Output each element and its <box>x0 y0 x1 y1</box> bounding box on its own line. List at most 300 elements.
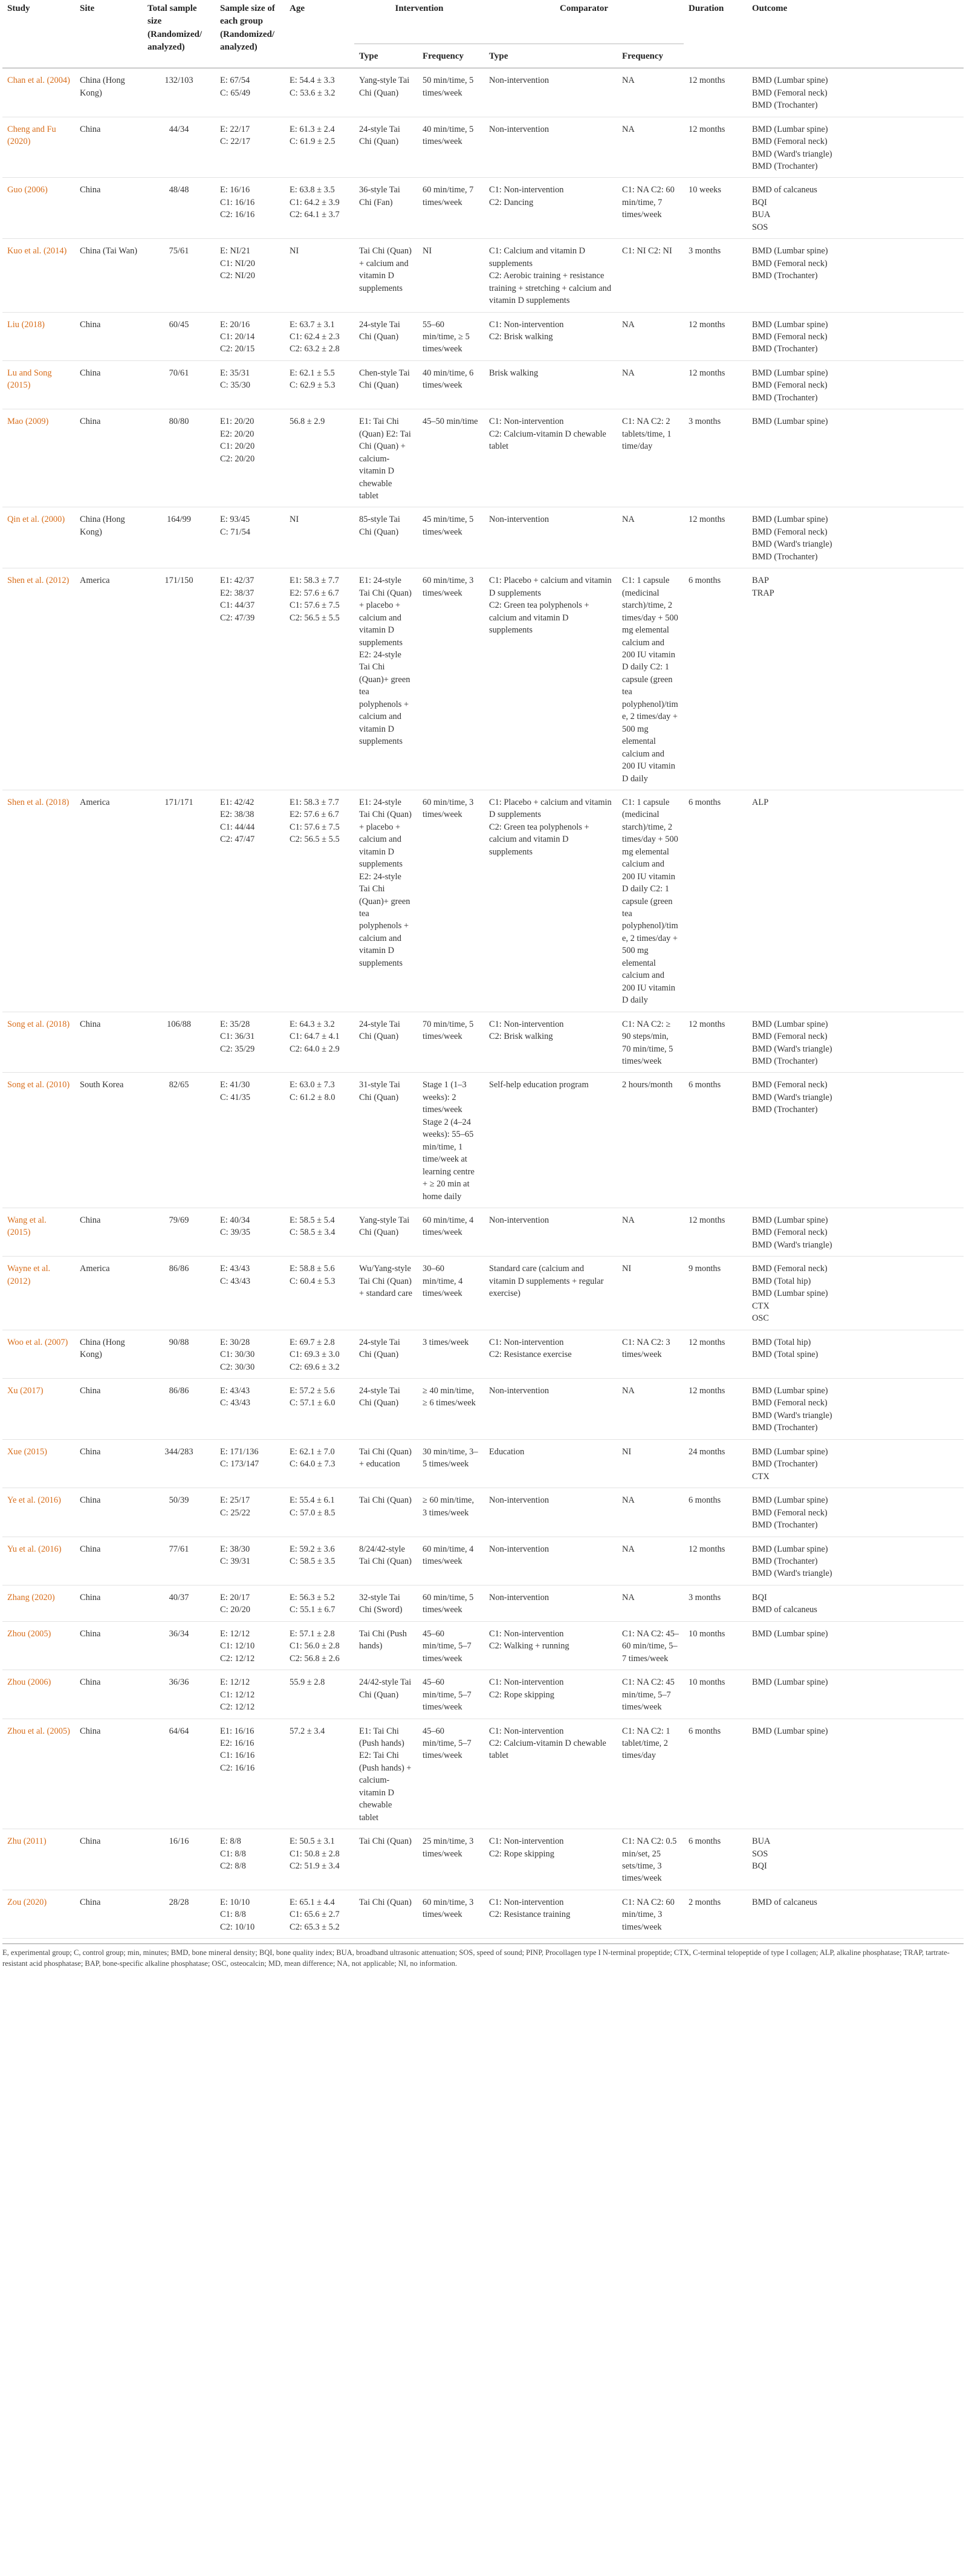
group-sample-cell <box>215 1257 285 1330</box>
outcome-value: BMD (Lumbar spine) <box>752 246 828 256</box>
outcome-value: CTX <box>752 1301 770 1311</box>
outcome-cell <box>747 1890 964 1938</box>
intervention-frequency-cell: 30–60 min/time, 4 times/week <box>418 1257 484 1330</box>
group-sample-cell <box>215 239 285 312</box>
outcome-cell <box>747 178 964 239</box>
intervention-frequency-cell: 60 min/time, 3 times/week <box>418 1890 484 1938</box>
table-row <box>2 1257 964 1330</box>
comparator-type-cell <box>484 1621 617 1670</box>
site-cell: South Korea <box>75 1073 143 1208</box>
age-value: C1: 62.4 ± 2.3 <box>290 332 340 342</box>
comparator-frequency-cell: C1: NA C2: 60 min/time, 3 times/week <box>617 1890 684 1938</box>
study-citation-link[interactable]: Kuo et al. (2014) <box>7 246 67 256</box>
intervention-type-cell: Tai Chi (Quan) <box>354 1890 418 1938</box>
age-value: 55.9 ± 2.8 <box>290 1677 325 1688</box>
comparator-frequency-cell: NA <box>617 507 684 568</box>
intervention-frequency-cell: 55–60 min/time, ≥ 5 times/week <box>418 312 484 360</box>
comparator-frequency-cell: C1: 1 capsule (medicinal starch)/time, 2 times/day + 500 mg elemental calcium and 200 IU vitamin D daily C2: 1 capsule (green tea polyphenol)/time, 2 times/day + 500 mg elemental calcium and 200 IU vitamin D daily <box>617 790 684 1012</box>
intervention-frequency-cell: 45 min/time, 5 times/week <box>418 507 484 568</box>
study-citation-link[interactable]: Zhu (2011) <box>7 1836 47 1847</box>
intervention-frequency-cell: NI <box>418 239 484 312</box>
study-citation-link[interactable]: Song et al. (2010) <box>7 1080 70 1090</box>
age-value: C: 57.0 ± 8.5 <box>290 1508 336 1518</box>
study-citation-link[interactable]: Zhou (2005) <box>7 1628 51 1639</box>
table-row <box>2 68 964 117</box>
study-citation-link[interactable]: Liu (2018) <box>7 319 45 330</box>
total-sample-cell: 77/61 <box>143 1537 215 1585</box>
total-sample-cell: 80/80 <box>143 409 215 507</box>
group-sample-cell <box>215 68 285 117</box>
age-value: E: 62.1 ± 7.0 <box>290 1446 335 1457</box>
outcome-value: BMD (Trochanter) <box>752 1105 818 1115</box>
site-cell: China <box>75 1439 143 1488</box>
outcome-value: BMD (Lumbar spine) <box>752 417 828 427</box>
group-sample-value: E: 43/43 <box>220 1264 250 1274</box>
age-value: C: 60.4 ± 5.3 <box>290 1276 336 1286</box>
group-sample-value: E: NI/21 <box>220 246 250 256</box>
group-sample-cell <box>215 1719 285 1829</box>
group-sample-cell <box>215 1073 285 1208</box>
study-citation-link[interactable]: Zhou (2006) <box>7 1677 51 1688</box>
age-cell <box>285 1670 354 1719</box>
intervention-frequency-cell: ≥ 60 min/time, 3 times/week <box>418 1488 484 1537</box>
age-value: C1: 64.7 ± 4.1 <box>290 1032 340 1042</box>
comparator-type-cell <box>484 1719 617 1829</box>
comparator-type-value: C1: Non-intervention <box>489 417 564 427</box>
total-sample-cell: 79/69 <box>143 1208 215 1257</box>
age-value: C: 53.6 ± 3.2 <box>290 88 336 98</box>
group-sample-value: C: 35/30 <box>220 380 250 391</box>
outcome-value: ALP <box>752 797 769 807</box>
total-sample-cell: 171/150 <box>143 568 215 790</box>
group-sample-value: C: 173/147 <box>220 1459 259 1469</box>
comparator-type-cell <box>484 1488 617 1537</box>
intervention-type-cell: Tai Chi (Quan) <box>354 1829 418 1890</box>
outcome-value: BMD (Trochanter) <box>752 551 818 562</box>
table-row <box>2 409 964 507</box>
outcome-value: BMD (Lumbar spine) <box>752 76 828 86</box>
outcome-value: BMD (Lumbar spine) <box>752 1544 828 1554</box>
intervention-type-cell: Tai Chi (Quan) <box>354 1488 418 1537</box>
intervention-frequency-cell: 30 min/time, 3–5 times/week <box>418 1439 484 1488</box>
outcome-value: BMD (Femoral neck) <box>752 137 828 147</box>
study-citation-link[interactable]: Yu et al. (2016) <box>7 1544 62 1554</box>
study-citation-link[interactable]: Ye et al. (2016) <box>7 1495 61 1506</box>
outcome-cell <box>747 1488 964 1537</box>
study-citation-link[interactable]: Xu (2017) <box>7 1385 44 1396</box>
group-sample-value: C2: 47/47 <box>220 834 255 845</box>
age-value: E2: 57.6 ± 6.7 <box>290 588 339 598</box>
group-sample-value: C2: 20/20 <box>220 454 255 464</box>
age-value: NI <box>290 515 299 525</box>
comparator-type-cell <box>484 1378 617 1439</box>
group-sample-value: E1: 42/37 <box>220 576 254 586</box>
outcome-value: BMD (Total hip) <box>752 1337 811 1347</box>
outcome-value: BMD of calcaneus <box>752 185 817 195</box>
comparator-type-cell <box>484 1257 617 1330</box>
group-sample-value: C2: NI/20 <box>220 271 255 281</box>
site-cell: China <box>75 1208 143 1257</box>
total-sample-cell: 132/103 <box>143 68 215 117</box>
site-cell: China <box>75 117 143 178</box>
intervention-frequency-cell: 60 min/time, 3 times/week <box>418 568 484 790</box>
comparator-type-cell <box>484 1585 617 1621</box>
comparator-type-value: Non-intervention <box>489 1592 549 1602</box>
age-value: C2: 64.1 ± 3.7 <box>290 210 340 220</box>
study-cell <box>2 117 75 178</box>
comparator-type-value: Non-intervention <box>489 1385 549 1396</box>
intervention-type-cell: 85-style Tai Chi (Quan) <box>354 507 418 568</box>
total-sample-cell: 75/61 <box>143 239 215 312</box>
comparator-frequency-cell: NA <box>617 117 684 178</box>
header-intervention-type: Type <box>354 44 418 68</box>
age-value: C: 61.9 ± 2.5 <box>290 137 336 147</box>
group-sample-value: C2: 10/10 <box>220 1922 255 1932</box>
study-cell <box>2 1719 75 1829</box>
group-sample-value: E: 25/17 <box>220 1495 250 1506</box>
outcome-cell <box>747 1621 964 1670</box>
study-citation-link[interactable]: Shen et al. (2018) <box>7 797 70 807</box>
age-cell <box>285 117 354 178</box>
total-sample-cell: 344/283 <box>143 1439 215 1488</box>
outcome-value: BQI <box>752 1861 767 1872</box>
age-cell <box>285 312 354 360</box>
age-cell <box>285 1330 354 1378</box>
table-row <box>2 117 964 178</box>
comparator-type-cell <box>484 1537 617 1585</box>
outcome-value: BMD (Ward's triangle) <box>752 1569 832 1579</box>
age-value: C2: 63.2 ± 2.8 <box>290 344 340 354</box>
outcome-value: BMD (Ward's triangle) <box>752 1410 832 1420</box>
outcome-value: BMD (Femoral neck) <box>752 1264 828 1274</box>
study-citation-link[interactable]: Guo (2006) <box>7 185 48 195</box>
site-cell: China <box>75 1829 143 1890</box>
comparator-type-value: Self-help education program <box>489 1080 589 1090</box>
group-sample-value: E: 38/30 <box>220 1544 250 1554</box>
age-cell <box>285 1537 354 1585</box>
study-citation-link[interactable]: Song et al. (2018) <box>7 1019 70 1029</box>
comparator-frequency-cell: C1: 1 capsule (medicinal starch)/time, 2 times/day + 500 mg elemental calcium and 200 IU vitamin D daily C2: 1 capsule (green tea polyphenol)/time, 2 times/day + 500 mg elemental calcium and 200 IU vitamin D daily <box>617 568 684 790</box>
comparator-type-cell <box>484 1670 617 1719</box>
outcome-value: BMD (Total hip) <box>752 1276 811 1286</box>
comparator-frequency-cell: C1: NA C2: ≥ 90 steps/min, 70 min/time, 5 times/week <box>617 1012 684 1073</box>
outcome-cell <box>747 1585 964 1621</box>
group-sample-value: E: 16/16 <box>220 185 250 195</box>
total-sample-cell: 44/34 <box>143 117 215 178</box>
intervention-frequency-cell: 60 min/time, 7 times/week <box>418 178 484 239</box>
comparator-frequency-cell: NA <box>617 360 684 409</box>
age-value: C2: 56.8 ± 2.6 <box>290 1653 340 1664</box>
intervention-type-cell: Wu/Yang-style Tai Chi (Quan) + standard care <box>354 1257 418 1330</box>
intervention-type-cell: Tai Chi (Quan) + education <box>354 1439 418 1488</box>
study-citation-link[interactable]: Chan et al. (2004) <box>7 76 70 86</box>
duration-cell: 10 weeks <box>684 178 747 239</box>
duration-cell: 12 months <box>684 1208 747 1257</box>
site-cell: China <box>75 409 143 507</box>
duration-cell: 12 months <box>684 312 747 360</box>
study-cell <box>2 239 75 312</box>
outcome-value: BMD (Trochanter) <box>752 271 818 281</box>
study-cell <box>2 1439 75 1488</box>
study-citation-link[interactable]: Mao (2009) <box>7 417 49 427</box>
intervention-frequency-cell: 60 min/time, 4 times/week <box>418 1208 484 1257</box>
age-cell <box>285 790 354 1012</box>
age-value: E: 64.3 ± 3.2 <box>290 1019 335 1029</box>
age-value: C1: 57.6 ± 7.5 <box>290 600 340 611</box>
site-cell: America <box>75 568 143 790</box>
outcome-cell <box>747 1719 964 1829</box>
age-value: C: 58.5 ± 3.5 <box>290 1556 336 1566</box>
outcome-value: BMD (Trochanter) <box>752 1459 818 1469</box>
comparator-type-cell <box>484 178 617 239</box>
total-sample-cell: 64/64 <box>143 1719 215 1829</box>
study-citation-link[interactable]: Qin et al. (2000) <box>7 515 65 525</box>
comparator-type-value: C1: Calcium and vitamin D supplements <box>489 246 586 268</box>
outcome-value: BMD (Trochanter) <box>752 1556 818 1566</box>
age-value: C1: 57.6 ± 7.5 <box>290 822 340 832</box>
comparator-frequency-cell: 2 hours/month <box>617 1073 684 1208</box>
intervention-type-cell: 24/42-style Tai Chi (Quan) <box>354 1670 418 1719</box>
outcome-value: SOS <box>752 222 768 232</box>
outcome-value: BMD (Femoral neck) <box>752 527 828 537</box>
table-header <box>2 0 964 68</box>
intervention-frequency-cell: 60 min/time, 3 times/week <box>418 790 484 1012</box>
header-age: Age <box>290 4 305 13</box>
comparator-frequency-cell: NA <box>617 68 684 117</box>
age-value: E1: 58.3 ± 7.7 <box>290 797 339 807</box>
comparator-type-value: C1: Non-intervention <box>489 1337 564 1347</box>
comparator-type-cell <box>484 239 617 312</box>
comparator-frequency-cell: C1: NA C2: 2 tablets/time, 1 time/day <box>617 409 684 507</box>
group-sample-cell <box>215 1208 285 1257</box>
table-row <box>2 1012 964 1073</box>
header-intervention: Intervention <box>395 4 444 13</box>
age-cell <box>285 568 354 790</box>
outcome-value: BMD (Lumbar spine) <box>752 319 828 330</box>
comparator-type-value: C2: Brisk walking <box>489 332 553 342</box>
group-sample-value: E2: 16/16 <box>220 1738 254 1748</box>
group-sample-value: C1: 36/31 <box>220 1032 255 1042</box>
header-outcome: Outcome <box>752 4 788 13</box>
comparator-frequency-cell: NA <box>617 1378 684 1439</box>
age-value: C2: 64.0 ± 2.9 <box>290 1044 340 1054</box>
outcome-cell <box>747 312 964 360</box>
age-cell <box>285 1829 354 1890</box>
total-sample-cell: 106/88 <box>143 1012 215 1073</box>
comparator-type-value: C1: Non-intervention <box>489 319 564 330</box>
outcome-cell <box>747 1208 964 1257</box>
outcome-cell <box>747 507 964 568</box>
group-sample-value: E: 35/28 <box>220 1019 250 1029</box>
duration-cell: 10 months <box>684 1670 747 1719</box>
outcome-value: BMD (Total spine) <box>752 1350 819 1360</box>
study-citation-link[interactable]: Shen et al. (2012) <box>7 576 70 586</box>
duration-cell: 10 months <box>684 1621 747 1670</box>
group-sample-cell <box>215 507 285 568</box>
comparator-type-value: Brisk walking <box>489 368 539 378</box>
age-value: C2: 69.6 ± 3.2 <box>290 1362 340 1372</box>
study-citation-link[interactable]: Xue (2015) <box>7 1446 47 1457</box>
comparator-type-cell <box>484 117 617 178</box>
outcome-value: BMD (Lumbar spine) <box>752 1677 828 1688</box>
site-cell: China <box>75 1621 143 1670</box>
intervention-frequency-cell: 40 min/time, 6 times/week <box>418 360 484 409</box>
group-sample-value: C: 43/43 <box>220 1398 250 1408</box>
outcome-value: BMD (Lumbar spine) <box>752 1446 828 1457</box>
comparator-type-cell <box>484 1073 617 1208</box>
group-sample-cell <box>215 312 285 360</box>
outcome-value: BMD (Ward's triangle) <box>752 149 832 159</box>
age-value: E: 57.2 ± 5.6 <box>290 1385 335 1396</box>
age-cell <box>285 360 354 409</box>
comparator-type-value: C1: Non-intervention <box>489 1628 564 1639</box>
intervention-frequency-cell: 40 min/time, 5 times/week <box>418 117 484 178</box>
age-value: 57.2 ± 3.4 <box>290 1726 325 1736</box>
outcome-cell <box>747 1537 964 1585</box>
duration-cell: 12 months <box>684 1330 747 1378</box>
total-sample-cell: 50/39 <box>143 1488 215 1537</box>
outcome-cell <box>747 1378 964 1439</box>
outcome-value: BMD (Trochanter) <box>752 1056 818 1067</box>
study-cell <box>2 360 75 409</box>
age-cell <box>285 1257 354 1330</box>
outcome-value: BAP <box>752 576 770 586</box>
table-row <box>2 1439 964 1488</box>
intervention-frequency-cell: Stage 1 (1–3 weeks): 2 times/week Stage 2 (4–24 weeks): 55–65 min/time, 1 time/week at learning centre + ≥ 20 min at home daily <box>418 1073 484 1208</box>
site-cell: China (Hong Kong) <box>75 507 143 568</box>
study-citation-link[interactable]: Wayne et al. (2012) <box>7 1264 51 1286</box>
group-sample-value: E2: 38/38 <box>220 810 254 820</box>
group-sample-value: E1: 16/16 <box>220 1726 254 1736</box>
outcome-value: BMD (Femoral neck) <box>752 332 828 342</box>
age-value: NI <box>290 246 299 256</box>
group-sample-value: C1: 20/20 <box>220 441 255 452</box>
study-citation-link[interactable]: Zhang (2020) <box>7 1592 55 1602</box>
age-value: C: 58.5 ± 3.4 <box>290 1228 336 1238</box>
duration-cell: 12 months <box>684 507 747 568</box>
age-value: E: 55.4 ± 6.1 <box>290 1495 335 1506</box>
site-cell: China <box>75 1537 143 1585</box>
outcome-value: BMD (Femoral neck) <box>752 1398 828 1408</box>
study-cell <box>2 1330 75 1378</box>
outcome-value: BMD (Lumbar spine) <box>752 1019 828 1029</box>
study-cell <box>2 1378 75 1439</box>
comparator-type-value: Non-intervention <box>489 1495 549 1506</box>
study-cell <box>2 1012 75 1073</box>
study-citation-link[interactable]: Lu and Song (2015) <box>7 368 52 391</box>
group-sample-cell <box>215 178 285 239</box>
age-value: C2: 65.3 ± 5.2 <box>290 1922 340 1932</box>
group-sample-value: C1: 16/16 <box>220 1751 255 1761</box>
site-cell: China <box>75 1378 143 1439</box>
comparator-frequency-cell: C1: NA C2: 45 min/time, 5–7 times/week <box>617 1670 684 1719</box>
comparator-type-value: C2: Aerobic training + resistance training + stretching + calcium and vitamin D supplements <box>489 271 612 306</box>
comparator-type-value: C1: Non-intervention <box>489 1677 564 1688</box>
comparator-type-cell <box>484 568 617 790</box>
comparator-type-cell <box>484 1330 617 1378</box>
comparator-frequency-cell: C1: NA C2: 3 times/week <box>617 1330 684 1378</box>
outcome-value: OSC <box>752 1313 770 1324</box>
study-citation-link[interactable]: Cheng and Fu (2020) <box>7 124 56 147</box>
header-comparator-type: Type <box>484 44 617 68</box>
intervention-frequency-cell: 25 min/time, 3 times/week <box>418 1829 484 1890</box>
study-citation-link[interactable]: Zou (2020) <box>7 1897 47 1907</box>
intervention-frequency-cell: ≥ 40 min/time, ≥ 6 times/week <box>418 1378 484 1439</box>
outcome-cell <box>747 568 964 790</box>
age-value: E: 61.3 ± 2.4 <box>290 124 335 134</box>
age-value: C1: 65.6 ± 2.7 <box>290 1910 340 1920</box>
outcome-value: BMD (Trochanter) <box>752 1423 818 1433</box>
outcome-cell <box>747 1257 964 1330</box>
intervention-type-cell: E1: Tai Chi (Push hands) E2: Tai Chi (Push hands) + calcium-vitamin D chewable tablet <box>354 1719 418 1829</box>
outcome-value: BMD (Trochanter) <box>752 161 818 172</box>
comparator-type-value: C2: Dancing <box>489 197 534 207</box>
outcome-value: BMD (Femoral neck) <box>752 1080 828 1090</box>
comparator-type-cell <box>484 1439 617 1488</box>
outcome-cell <box>747 360 964 409</box>
age-cell <box>285 1585 354 1621</box>
group-sample-cell <box>215 568 285 790</box>
total-sample-cell: 164/99 <box>143 507 215 568</box>
group-sample-value: E: 10/10 <box>220 1897 250 1907</box>
comparator-type-value: C2: Resistance training <box>489 1910 571 1920</box>
comparator-type-value: Standard care (calcium and vitamin D supplements + regular exercise) <box>489 1264 604 1299</box>
outcome-value: BMD (Femoral neck) <box>752 1032 828 1042</box>
age-value: E: 63.8 ± 3.5 <box>290 185 335 195</box>
comparator-frequency-cell: NA <box>617 1488 684 1537</box>
age-value: C1: 64.2 ± 3.9 <box>290 197 340 207</box>
site-cell: America <box>75 1257 143 1330</box>
group-sample-value: E: 12/12 <box>220 1677 250 1688</box>
study-cell <box>2 790 75 1012</box>
group-sample-value: C: 20/20 <box>220 1605 250 1615</box>
duration-cell: 6 months <box>684 790 747 1012</box>
outcome-cell <box>747 1829 964 1890</box>
age-cell <box>285 1378 354 1439</box>
table-row <box>2 1719 964 1829</box>
comparator-frequency-cell: NA <box>617 1537 684 1585</box>
age-value: C: 62.9 ± 5.3 <box>290 380 336 391</box>
age-cell <box>285 1719 354 1829</box>
group-sample-value: C: 39/35 <box>220 1228 250 1238</box>
outcome-value: BMD (Trochanter) <box>752 344 818 354</box>
outcome-value: BMD (Lumbar spine) <box>752 1215 828 1225</box>
comparator-type-value: C1: Non-intervention <box>489 1019 564 1029</box>
outcome-value: BMD (Lumbar spine) <box>752 1289 828 1299</box>
group-sample-value: E: 30/28 <box>220 1337 250 1347</box>
total-sample-cell: 82/65 <box>143 1073 215 1208</box>
total-sample-cell: 16/16 <box>143 1829 215 1890</box>
age-value: C2: 56.5 ± 5.5 <box>290 613 340 623</box>
study-citation-link[interactable]: Zhou et al. (2005) <box>7 1726 70 1736</box>
group-sample-value: C: 22/17 <box>220 137 250 147</box>
group-sample-value: C2: 30/30 <box>220 1362 255 1372</box>
group-sample-value: E: 8/8 <box>220 1836 241 1847</box>
group-sample-value: C: 25/22 <box>220 1508 250 1518</box>
outcome-cell <box>747 790 964 1012</box>
header-site: Site <box>80 4 95 13</box>
total-sample-cell: 40/37 <box>143 1585 215 1621</box>
age-cell <box>285 1073 354 1208</box>
group-sample-value: C2: 12/12 <box>220 1653 255 1664</box>
age-value: E2: 57.6 ± 6.7 <box>290 810 339 820</box>
age-cell <box>285 1621 354 1670</box>
study-citation-link[interactable]: Woo et al. (2007) <box>7 1337 68 1347</box>
study-citation-link[interactable]: Wang et al. (2015) <box>7 1215 47 1238</box>
comparator-type-value: Non-intervention <box>489 515 549 525</box>
comparator-type-cell <box>484 1829 617 1890</box>
outcome-value: BMD (Lumbar spine) <box>752 368 828 378</box>
